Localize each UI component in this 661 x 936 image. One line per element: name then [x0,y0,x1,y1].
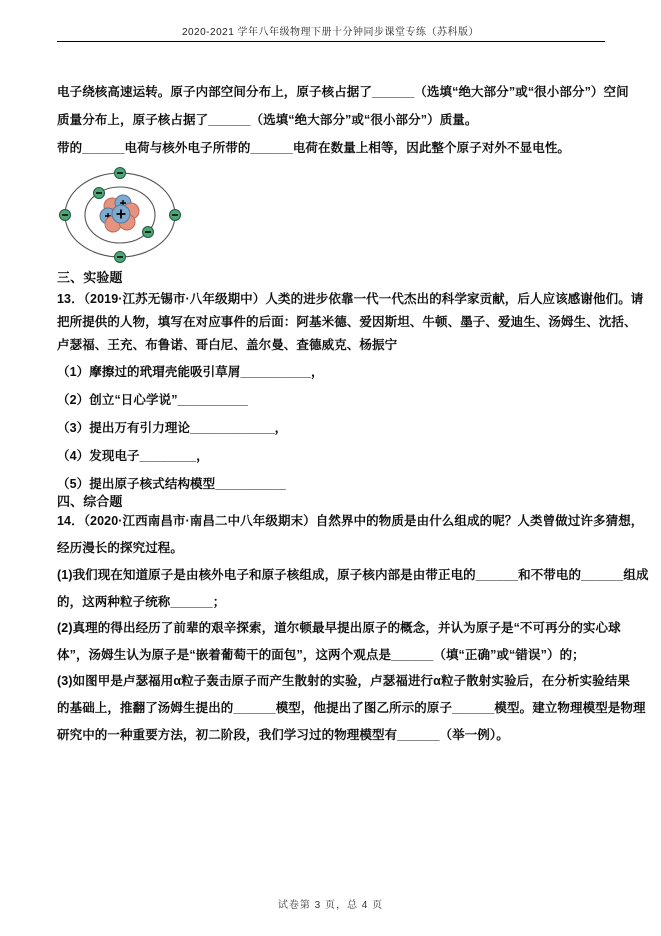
question-13-line: 卢瑟福、王充、布鲁诺、哥白尼、盖尔曼、查德威克、杨振宁 [57,338,398,352]
q13-item-5: （5）提出原子核式结构模型__________ [57,477,286,491]
atom-diagram [59,164,181,264]
question-14-line: 经历漫长的探究过程。 [57,541,184,555]
atom-diagram-svg [59,164,181,264]
question-14-line: 14．（2020·江西南昌市·南昌二中八年级期末）自然界中的物质是由什么组成的呢？人类曾做过许多猜想， [57,514,644,528]
q13-item-4: （4）发现电子________， [57,449,209,463]
nucleus [100,195,139,232]
section-title-experiment: 三、实验题 [57,270,123,285]
q14-part-2-line: 体”，汤姆生认为原子是“嵌着葡萄干的面包”，这两个观点是______（填“正确”或“错误”）的； [57,648,585,662]
section-title-comprehensive: 四、综合题 [57,494,123,509]
q13-item-2: （2）创立“日心学说”__________ [57,393,249,407]
header-divider [57,41,605,42]
q13-item-1: （1）摩擦过的玳瑁壳能吸引草屑__________， [57,365,324,379]
intro-line: 质量分布上，原子核占据了______（选填“绝大部分”或“很小部分”）质量。 [57,113,478,127]
q14-part-2-line: (2)真理的得出经历了前辈的艰辛探索，道尔顿最早提出原子的概念，并认为原子是“不可再分的实心球 [57,621,621,635]
q14-part-3-line: 研究中的一种重要方法，初二阶段，我们学习过的物理模型有______（举一例）。 [57,728,509,742]
intro-line: 电子绕核高速运转。原子内部空间分布上，原子核占据了______（选填“绝大部分”或“很小部分”）空间 [57,85,629,99]
q14-part-3-line: (3)如图甲是卢瑟福用α粒子轰击原子而产生散射的实验，卢瑟福进行α粒子散射实验后，在分析实验结果 [57,674,630,688]
q14-part-3-line: 的基础上，推翻了汤姆生提出的______模型，他提出了图乙所示的原子______模型。建立物理模型是物理 [57,701,646,715]
intro-line: 带的______电荷与核外电子所带的______电荷在数量上相等，因此整个原子对外不显电性。 [57,141,571,155]
question-13-line: 把所提供的人物，填写在对应事件的后面：阿基米德、爱因斯坦、牛顿、墨子、爱迪生、汤姆生、沈括、 [57,315,637,329]
page-header-title: 2020-2021 学年八年级物理下册十分钟同步课堂专练（苏科版） [181,27,480,38]
q14-part-1-line: (1)我们现在知道原子是由核外电子和原子核组成，原子核内部是由带正电的______和不带电的______组成 [57,568,649,582]
q13-item-3: （3）提出万有引力理论____________， [57,421,288,435]
page-footer: 试卷第 3 页，总 4 页 [277,900,384,911]
q14-part-1-line: 的，这两种粒子统称______； [57,595,226,609]
question-13-line: 13．（2019·江苏无锡市·八年级期中）人类的进步依靠一代一代杰出的科学家贡献，后人应该感谢他们。请 [57,292,644,306]
